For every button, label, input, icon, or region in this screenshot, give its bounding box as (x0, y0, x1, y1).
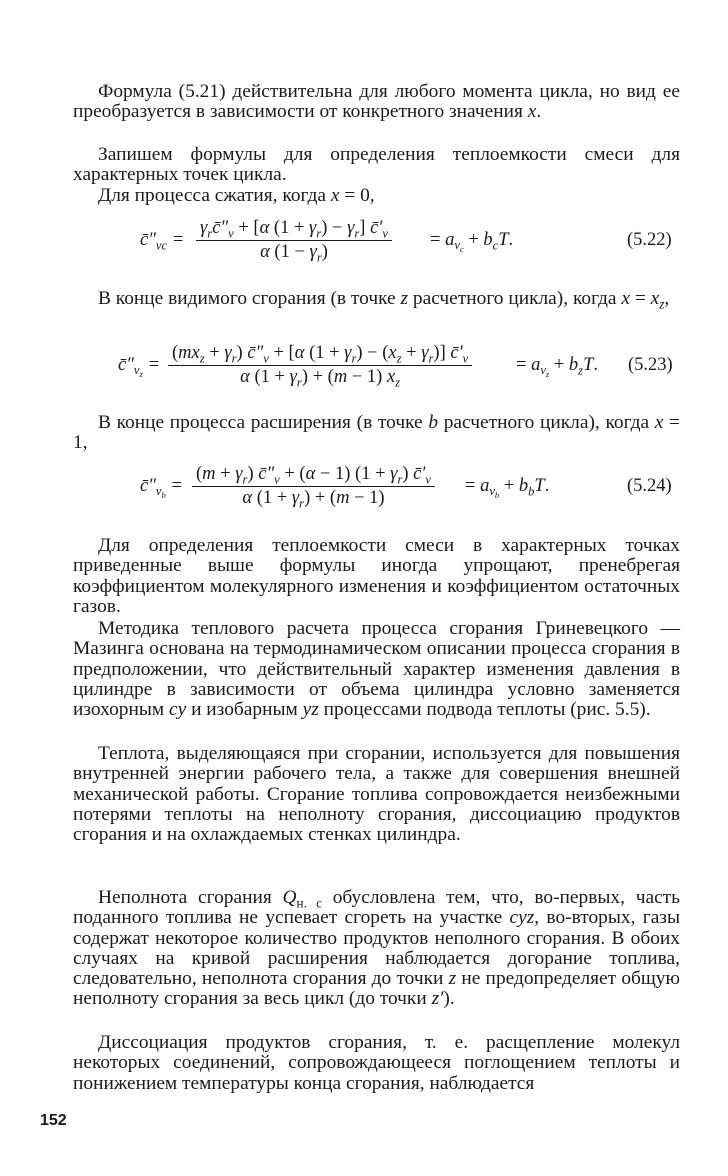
equation-5-22 (140, 218, 700, 278)
equation-rhs: = $a_{v_c} + b_cT$. (430, 230, 514, 255)
equation-fraction: $\gamma_rc̄''_v + [\alpha$ $(1 + \gamma_r) - \gamma_r$] $c̄'_v$ α $(1 - \gamma_r)$ (196, 218, 392, 263)
paragraph-expansion: В конце процесса расширения (в точке b расчетного цикла), когда x = 1, (73, 412, 680, 454)
paragraph-method: Методика теплового расчета процесса сгорания Гриневецкого — Мазинга основана на термодинамическом описании процесса сгорания в предположении, что действительный характер изменения давления в цилиндре в зависимости от объема цилиндра условно заменяется изохорным cy и изобарным yz процессами подвода теплоты (рис. 5.5). (73, 618, 680, 721)
paragraph-heat-release: Теплота, выделяющаяся при сгорании, используется для повышения внутренней энергии рабочего тела, а также для совершения внешней механической работы. Сгорание топлива сопровождается неизбежными потерями теплоты на неполноту сгорания, диссоциацию продуктов сгорания и на охлаждаемых стенках цилиндра. (73, 743, 680, 846)
equation-5-23 (118, 343, 698, 403)
equation-rhs: = $a_{v_b} + b_bT$. (465, 476, 550, 501)
equation-fraction: $(m + \gamma_r)$ $c̄''_v + (\alpha - 1) (1 + \gamma_r)$ $c̄'_v$ α $(1 + \gamma_r) + (m - 1)$ (192, 464, 435, 509)
equation-lhs: $c̄''_{vc}$ = (140, 230, 185, 253)
equation-number: (5.22) (627, 230, 672, 250)
paragraph-compression: Для процесса сжатия, когда x = 0, (98, 185, 375, 206)
paragraph-dissociation: Диссоциация продуктов сгорания, т. е. расщепление молекул некоторых соединений, сопровождающееся поглощением теплоты и понижением температуры конца сгорания, наблюдается (73, 1032, 680, 1094)
equation-number: (5.24) (627, 476, 672, 496)
equation-lhs: $c̄''_{v_b}$ = (140, 476, 183, 501)
paragraph-incomplete-combustion: Неполнота сгорания $Q_{н. с}$ обусловлена тем, что, во-первых, часть поданного топлива не успевает сгореть на участке cyz, во-вторых, газы содержат некоторое количество продуктов неполного сгорания. В обоих случаях на кривой расширения наблюдается догорание топлива, следовательно, неполнота сгорания до точки z не предопределяет общую неполноту сгорания за весь цикл (до точки z′). (73, 887, 680, 1010)
equation-rhs: = $a_{v_z} + b_zT$. (516, 355, 598, 380)
equation-fraction: $(mx_z + \gamma_r)$ $c̄''_v + [\alpha$ $(1 + \gamma_r) - (x_z + \gamma_r)$] $c̄'_v$ α $(1 + \gamma_r) + (m - 1)$ $x_z$ (168, 343, 472, 388)
equation-number: (5.23) (628, 355, 673, 375)
paragraph-visible-combustion: В конце видимого сгорания (в точке z расчетного цикла), когда $x = x_z$, (98, 288, 670, 312)
paragraph-simplification: Для определения теплоемкости смеси в характерных точках приведенные выше формулы иногда упрощают, пренебрегая коэффициентом молекулярного изменения и коэффициентом остаточных газов. (73, 535, 680, 617)
paragraph-intro-formulas: Запишем формулы для определения теплоемкости смеси для характерных точек цикла. (73, 144, 680, 186)
equation-5-24 (140, 464, 700, 524)
paragraph-formula-validity: Формула (5.21) действительна для любого момента цикла, но вид ее преобразуется в зависимости от конкретного значения x. (73, 81, 680, 123)
page-number: 152 (40, 1112, 67, 1129)
equation-lhs: $c̄''_{v_z}$ = (118, 355, 160, 380)
